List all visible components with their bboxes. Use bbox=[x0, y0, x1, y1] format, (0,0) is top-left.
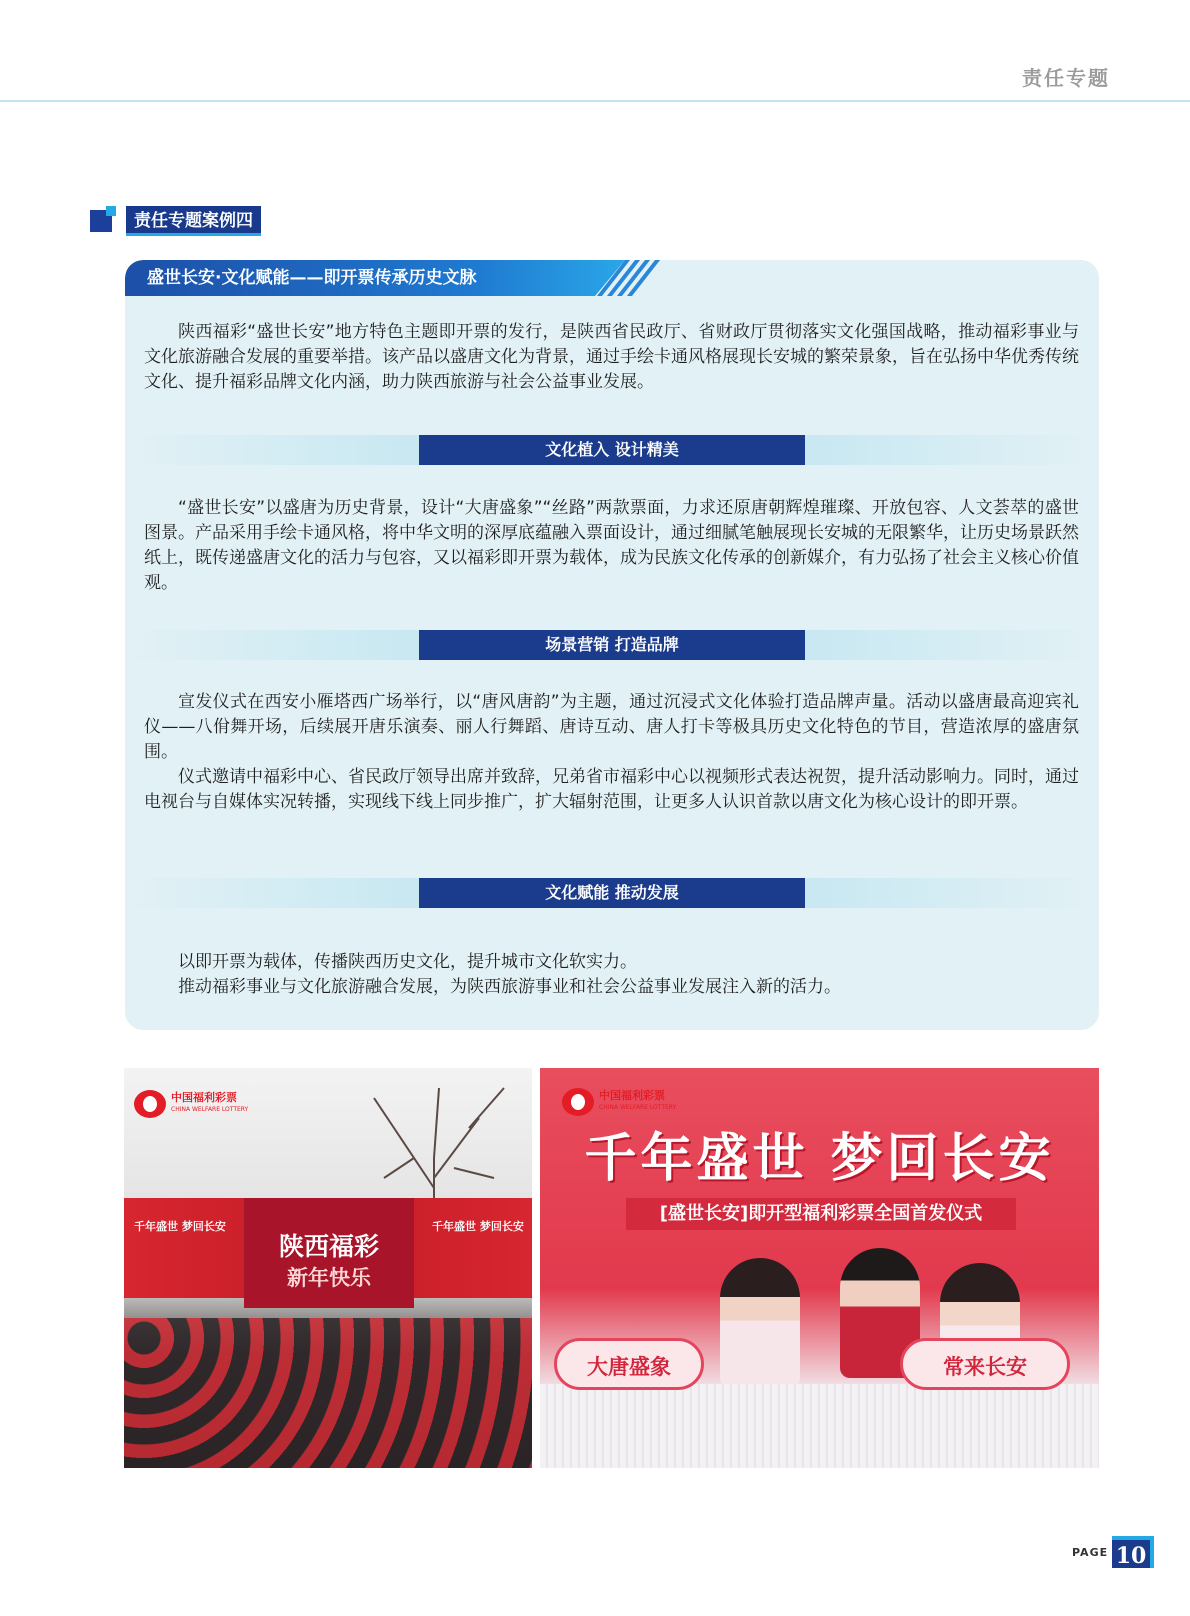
tag-decoration-icon bbox=[90, 206, 116, 232]
header-section-title: 责任专题 bbox=[1022, 66, 1110, 90]
lottery-logo-icon bbox=[134, 1090, 166, 1118]
ceremony-slogan: 千年盛世 梦回长安 bbox=[584, 1128, 1055, 1189]
section-paragraph: 宣发仪式在西安小雁塔西广场举行，以“唐风唐韵”为主题，通过沉浸式文化体验打造品牌声量。活动以盛唐最高迎宾礼仪——八佾舞开场，后续展开唐乐演奏、丽人行舞蹈、唐诗互动、唐人打卡等极具历史文化特色的节目，营造浓厚的盛唐氛围。 bbox=[144, 692, 1079, 762]
screen-main-text: 陕西福彩 bbox=[278, 1232, 379, 1261]
section-body bbox=[144, 690, 1079, 815]
launch-event-photo bbox=[124, 1068, 532, 1468]
section-heading-bar bbox=[125, 878, 1099, 908]
launch-ceremony-photo bbox=[540, 1068, 1099, 1468]
section-heading: 场景营销 打造品牌 bbox=[419, 630, 805, 660]
host-figure bbox=[720, 1258, 800, 1388]
logo-name: 中国福利彩票 bbox=[599, 1089, 665, 1102]
page-number: 10 bbox=[1112, 1536, 1154, 1568]
logo-english: CHINA WELFARE LOTTERY bbox=[599, 1104, 677, 1111]
ceremony-sub-slogan: [盛世长安]即开型福利彩票全国首发仪式 bbox=[626, 1198, 1016, 1230]
lottery-logo-icon bbox=[562, 1088, 594, 1116]
section-paragraph: “盛世长安”以盛唐为历史背景，设计“大唐盛象”“丝路”两款票面，力求还原唐朝辉煌璀璨、开放包容、人文荟萃的盛世图景。产品采用手绘卡通风格，将中华文明的深厚底蕴融入票面设计，通过细腻笔触展现长安城的无限繁华，让历史场景跃然纸上，既传递盛唐文化的活力与包容，又以福彩即开票为载体，成为民族文化传承的创新媒介，有力弘扬了社会主义核心价值观。 bbox=[144, 498, 1079, 593]
section-body bbox=[144, 496, 1079, 596]
case-panel bbox=[125, 260, 1099, 1030]
lottery-logo bbox=[562, 1088, 676, 1116]
header-divider bbox=[0, 100, 1190, 102]
case-title: 盛世长安·文化赋能——即开票传承历史文脉 bbox=[147, 268, 477, 288]
screen-side-text: 千年盛世 梦回长安 bbox=[134, 1220, 226, 1233]
logo-english: CHINA WELFARE LOTTERY bbox=[171, 1106, 249, 1113]
section-paragraph: 仪式邀请中福彩中心、省民政厅领导出席并致辞，兄弟省市福彩中心以视频形式表达祝贺，提升活动影响力。同时，通过电视台与自媒体实况转播，实现线下线上同步推广，扩大辐射范围，让更多人认识首款以唐文化为核心设计的即开票。 bbox=[144, 767, 1079, 812]
section-paragraph: 推动福彩事业与文化旅游融合发展，为陕西旅游事业和社会公益事业发展注入新的活力。 bbox=[178, 977, 841, 997]
lottery-logo bbox=[134, 1090, 248, 1118]
logo-name: 中国福利彩票 bbox=[171, 1091, 237, 1104]
sign-right: 常来长安 bbox=[900, 1338, 1070, 1390]
section-heading-bar bbox=[125, 630, 1099, 660]
intro-paragraph bbox=[144, 320, 1079, 395]
ceremony-table bbox=[540, 1384, 1099, 1468]
screen-sub-text: 新年快乐 bbox=[287, 1266, 371, 1290]
section-heading: 文化植入 设计精美 bbox=[419, 435, 805, 465]
case-tag: 责任专题案例四 bbox=[126, 206, 261, 236]
section-heading: 文化赋能 推动发展 bbox=[419, 878, 805, 908]
section-paragraph: 以即开票为载体，传播陕西历史文化，提升城市文化软实力。 bbox=[178, 952, 637, 972]
section-body bbox=[144, 950, 1079, 1000]
section-heading-bar bbox=[125, 435, 1099, 465]
intro-text: 陕西福彩“盛世长安”地方特色主题即开票的发行，是陕西省民政厅、省财政厅贯彻落实文化强国战略，推动福彩事业与文化旅游融合发展的重要举措。该产品以盛唐文化为背景，通过手绘卡通风格展现长安城的繁荣景象，旨在弘扬中华优秀传统文化、提升福彩品牌文化内涵，助力陕西旅游与社会公益事业发展。 bbox=[144, 322, 1079, 392]
banner-stripes-icon bbox=[595, 260, 655, 296]
screen-side-text: 千年盛世 梦回长安 bbox=[432, 1220, 524, 1233]
audience-crowd bbox=[124, 1318, 532, 1468]
sign-left: 大唐盛象 bbox=[554, 1338, 704, 1390]
page-label: PAGE bbox=[1072, 1546, 1109, 1559]
